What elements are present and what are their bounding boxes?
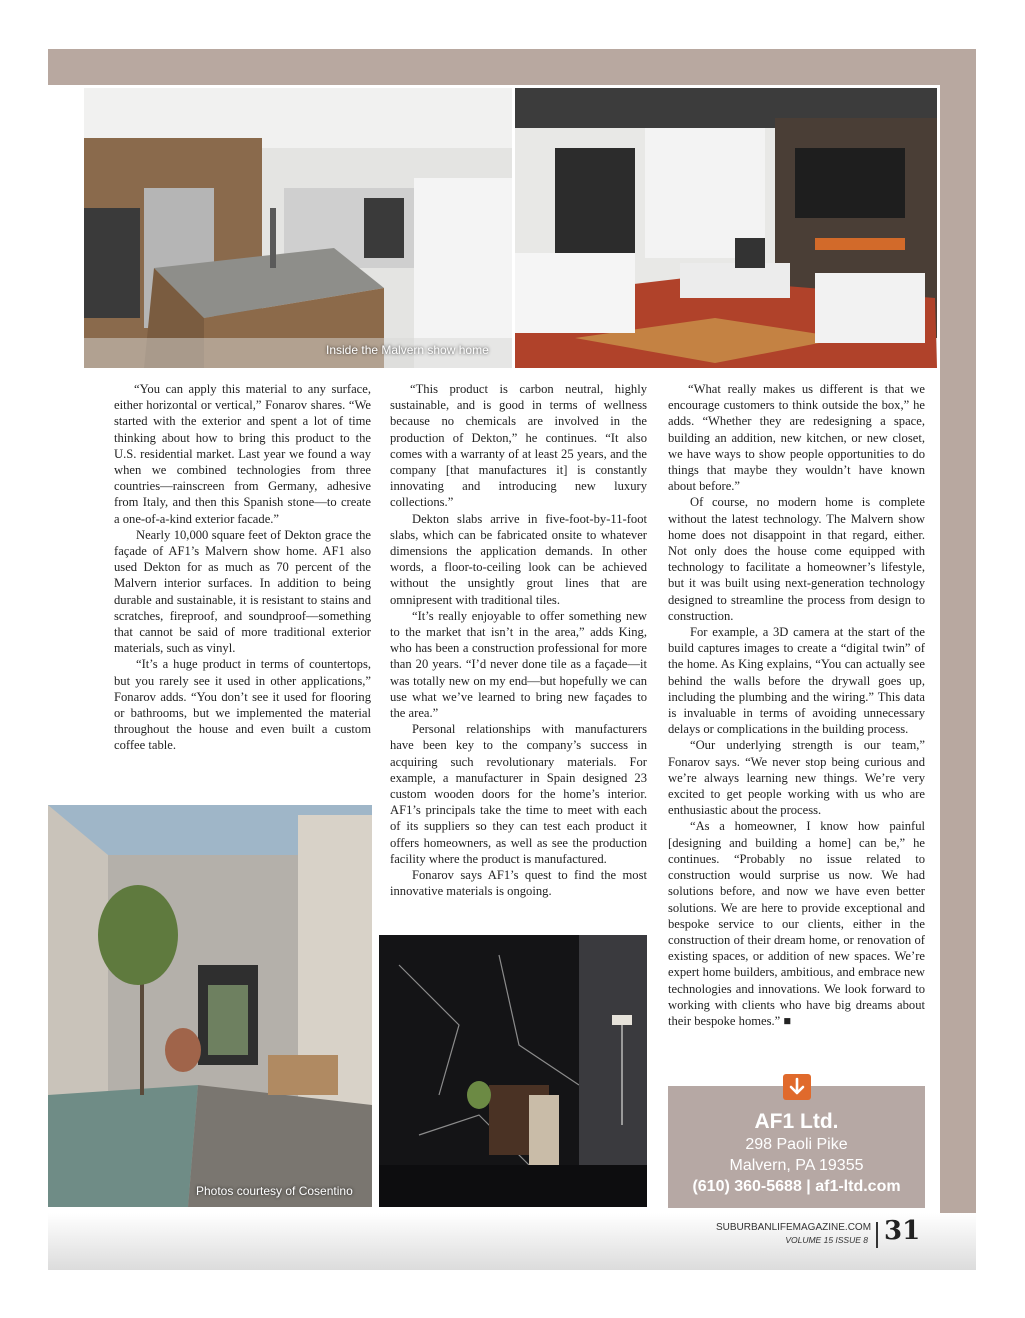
footer-volume-issue: VOLUME 15 ISSUE 8 — [785, 1235, 868, 1245]
column-1-paragraph-2: Nearly 10,000 square feet of Dekton grace the façade of AF1’s Malvern show home. AF1 also used Dekton for as much as 70 percent of the Malvern interior surfaces. In addition to being durable and sustainable, it is resistant to stains and scratches, fireproof, and soundproof—something that cannot be said of more traditional exterior materials, such as vinyl. — [114, 527, 371, 656]
company-name: AF1 Ltd. — [754, 1110, 839, 1133]
column-2-paragraph-4: Personal relationships with manufacturers have been key to the company’s success in acquiring such revolutionary materials. For example, a manufacturer in Spain designed 23 custom wooden doors for the home’s interior. AF1’s principals take the time to meet with each of its suppliers so they can test each product it offers homeowners, as well as see the production facility where the product is manufactured. — [390, 722, 647, 866]
down-arrow-icon — [783, 1074, 811, 1100]
column-3-paragraph-2: Of course, no modern home is complete without the latest technology. The Malvern show home does not disappoint in that regard, either. Not only does the house come equipped with technology to facilitate a homeowner’s lifestyle, but it was built using next-generation technology designed to streamline the process from design to construction. — [668, 495, 925, 623]
column-2-paragraph-2: Dekton slabs arrive in five-foot-by-11-foot slabs, which can be fabricated onsite to whatever dimensions the application demands. In other words, a floor-to-ceiling look can be achieved without the unsightly grout lines that are omnipresent with traditional tiles. — [390, 511, 647, 607]
text-column-1 — [114, 381, 371, 754]
column-2-paragraph-5: Fonarov says AF1’s quest to find the most innovative materials is ongoing. — [390, 868, 647, 899]
column-2-paragraph-1: “This product is carbon neutral, highly sustainable, and is good in terms of wellness because no chemicals are involved in the production of Dekton,” he continues. “It also comes with a warranty of at least 25 years, and the company [that manufactures it] is constantly innovating and introducing new luxury collections.” — [390, 382, 647, 510]
column-3-paragraph-5: “As a homeowner, I know how painful [designing and building a home] can be,” he continues. “Probably no issue related to construction would surprise us now. We had solutions before, and now we have even better solutions. We are here to provide exceptional and bespoke service to our clients, either in the construction of their dream home, or renovation of existing spaces, or addition of new spaces. We’re expert home builders, ambitious, and embrace new technologies and innovations. We look forward to working with clients who have big dreams about their bespoke homes.” ■ — [668, 819, 925, 1028]
column-1-paragraph-3: “It’s a huge product in terms of countertops, but you rarely see it used in other applications,” Fonarov adds. “You don’t see it used for flooring or bathrooms, but we implemented the material throughout the house and even built a custom coffee table. — [114, 657, 371, 753]
column-3-paragraph-1: “What really makes us different is that we encourage customers to think outside the box,” he adds. “Whether they are redesigning a space, building an addition, new kitchen, or new closet, we have ways to show people opportunities to do things that maybe they wouldn’t have known about before.” — [668, 382, 925, 494]
kitchen-photo — [84, 88, 512, 368]
text-column-2 — [390, 381, 647, 900]
company-street: 298 Paoli Pike — [745, 1136, 848, 1153]
company-contact[interactable]: (610) 360-5688 | af1-ltd.com — [692, 1178, 901, 1195]
company-info-box — [668, 1086, 925, 1208]
company-city: Malvern, PA 19355 — [729, 1157, 864, 1174]
photo-caption-bottom: Photos courtesy of Cosentino — [196, 1184, 353, 1198]
photo-caption-top: Inside the Malvern show home — [326, 343, 489, 357]
column-2-paragraph-3: “It’s really enjoyable to offer something new to the market that isn’t in the area,” adds King, who has been a construction professional for more than 20 years. “I’d never done tile as a façade—it was totally new on my end—but hopefully we can use what we’ve learned to bring new façades to the area.” — [390, 608, 647, 721]
column-1-paragraph-1: “You can apply this material to any surface, either horizontal or vertical,” Fonarov shares. “We started with the exterior and spent a lot of time thinking about how to bring this product to the U.S. residential market. Last year we found a way when we combined technologies from three countries—rainscreen from Germany, adhesive from Italy, and then this Spanish stone—to create a one-of-a-kind exterior facade.” — [114, 382, 371, 526]
top-color-band — [48, 49, 976, 85]
living-room-photo — [515, 88, 937, 368]
courtyard-photo — [48, 805, 372, 1207]
text-column-3 — [668, 381, 925, 1029]
footer-divider — [876, 1222, 878, 1248]
column-3-paragraph-4: “Our underlying strength is our team,” Fonarov says. “We never stop being curious and we’re always learning new things. We’re very excited to get people working with us who are enthusiastic about the process. — [668, 738, 925, 818]
marble-room-photo — [379, 935, 647, 1207]
column-3-paragraph-3: For example, a 3D camera at the start of the build captures images to create a “digital twin” of the home. As King explains, “You can actually see behind the walls before the drywall goes up, including the plumbing and the wiring.” This data is invaluable in terms of avoiding unnecessary delays or complications in the building process. — [668, 625, 925, 737]
page-number: 31 — [884, 1216, 921, 1246]
right-color-band — [940, 85, 976, 1213]
footer-website[interactable]: SUBURBANLIFEMAGAZINE.COM — [716, 1222, 872, 1233]
